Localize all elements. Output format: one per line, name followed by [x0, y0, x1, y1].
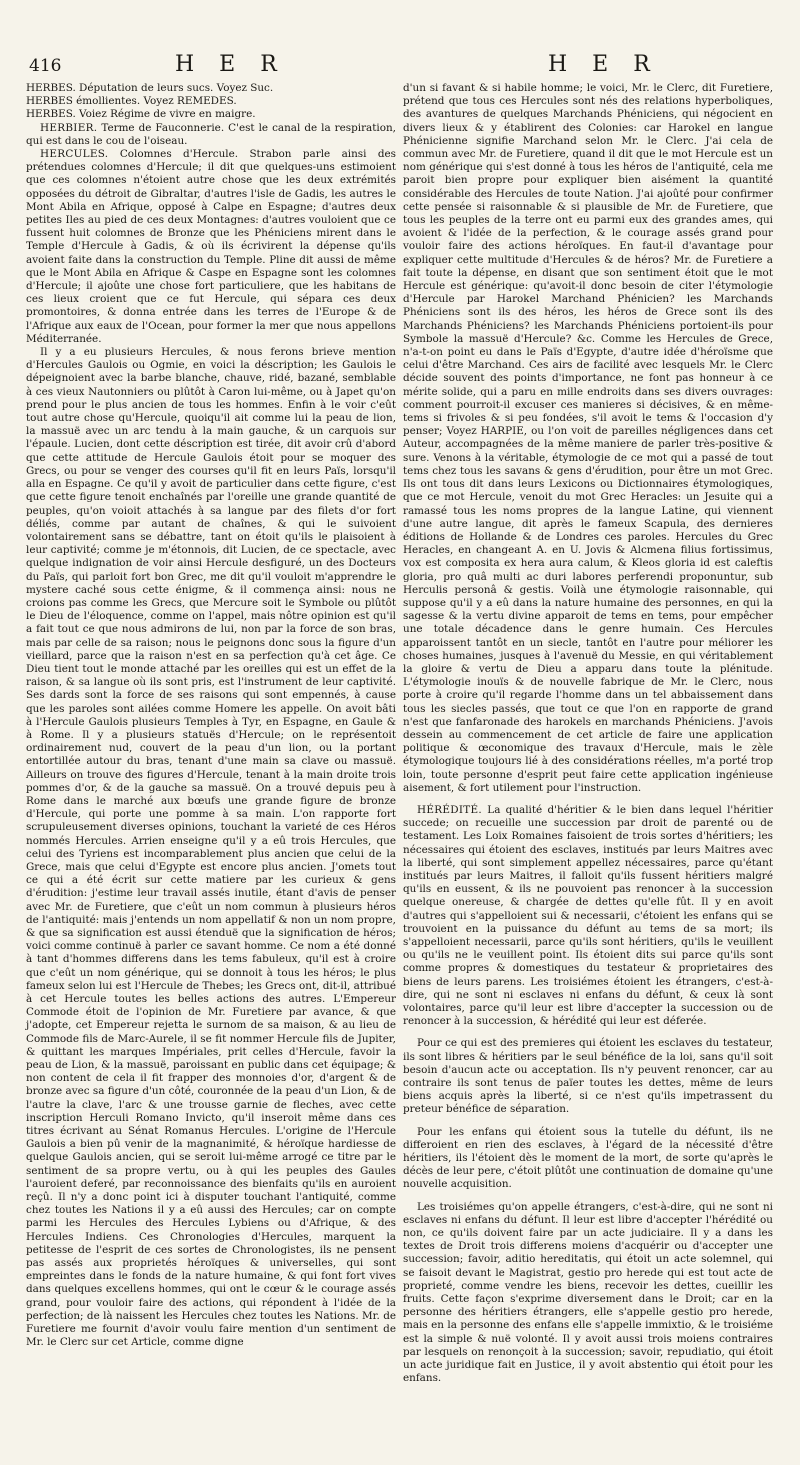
entry-heredite	[403, 804, 773, 1028]
paragraph-hercules-gaulois: Il y a eu plusieurs Hercules, & nous ferons brieve mention d'Hercules Gaulois ou Ogmie, en voici la déscription; les Gaulois le dépeignoient avec la barbe blanche, chauve, ridé, bazané, semblable à ces vieux Nautonniers ou plûtôt à Caron lui-même, ou à Japet qu'on prend pour le plus ancien de tous les hommes. Enfin à le voir c'eût tout autre chose qu'Hercule, quoiqu'il ait comme lui la peau de lion, la massuë avec un arc tendu à la main gauche, & un carquois sur l'épaule. Lucien, dont cette déscription est tirée, dit avoir crû d'abord que cette attitude de Hercule Gaulois étoit pour se moquer des Grecs, ou pour se venger des courses qu'il fit en leurs Païs, lorsqu'il alla en Espagne. Ce qu'il y avoit de particulier dans cette figure, c'est que cette figure tenoit enchaînés par l'oreille une grande quantité de peuples, qu'on voioit attachés à sa langue par des filets d'or fort déliés, comme par autant de chaînes, & qui le suivoient volontairement sans se débattre, tant on étoit qu'ils le plaisoient à leur captivité; comme je m'étonnois, dit Lucien, de ce spectacle, avec quelque indignation de voir ainsi Hercule desfiguré, un des Docteurs du Païs, qui parloit fort bon Grec, me dit qu'il vouloit m'apprendre le mystere caché sous cette énigme, & il commença ainsi: nous ne croions pas comme les Grecs, que Mercure soit le Symbole ou plûtôt le Dieu de l'éloquence, comme on l'appel, mais nôtre opinion est qu'il a fait tout ce que nous admirons de lui, non par la force de son bras, mais par celle de sa raison; nous le peignons donc sous la figure d'un vieillard, parce que la raison n'est en sa perfection qu'à cet âge. Ce Dieu tient tout le monde attaché par les oreilles qui est un effet de la raison, & sa langue où ils sont pris, est l'instrument de leur captivité. Ses dards sont la force de ses raisons qui sont empennés, à cause que les paroles sont ailées comme Homere les appelle. On avoit bâti à l'Hercule Gaulois plusieurs Temples à Tyr, en Espagne, en Gaule & à Rome. Il y a plusieurs statuës d'Hercule; on le représentoit ordinairement nud, couvert de la peau d'un lion, ou la portant entortillée autour du bras, tenant d'une main sa clave ou massuë. Ailleurs on trouve des figures d'Hercule, tenant à la main droite trois pommes d'or, & de la gauche sa massuë. On a trouvé depuis peu à Rome dans le marché aux bœufs une grande figure de bronze d'Hercule, qui porte une pomme à sa main. L'on rapporte fort scrupuleusement diverses opinions, touchant la varieté de ces Héros nommés Hercules. Arrien enseigne qu'il y a eû trois Hercules, que celui des Tyriens est incomparablement plus ancien que celui de la Grece, mais que celui d'Egypte est encore plus ancien. J'omets tout ce qui a été écrit sur cette matiere par les curieux & gens d'érudition: j'estime leur travail assés inutile, étant d'avis de penser avec Mr. de Furetiere, que c'eût un nom commun à plusieurs héros de l'antiquité: mais j'entends un nom appellatif & non un nom propre, & que sa signification est aussi étenduë que la signification de héros; voici comme continuë à parler ce savant homme. Ce nom a été donné à tant d'hommes differens dans les tems fabuleux, qu'il est à croire que c'eût un nom générique, qui se donnoit à tous les héros; le plus fameux selon lui est l'Hercule de Thebes; les Grecs ont, dit-il, attribué à cet Hercule toutes les belles actions des autres. L'Empereur Commode étoit de l'opinion de Mr. Furetiere par avance, & que j'adopte, cet Empereur rejetta le surnom de sa maison, & au lieu de Commode fils de Marc-Aurele, il se fit nommer Hercule fils de Jupiter, & quittant les marques Impériales, prit celles d'Hercule, favoir la peau de Lion, & la massuë, paroissant en public dans cet équipage; & non content de cela il fit frapper des monnoies d'or, d'argent & de bronze avec sa figure d'un côté, couronnée de la peau d'un Lion, & de l'autre la clave, l'arc & une trousse garnie de fleches, avec cette inscription Herculi Romano Invicto, qu'il inseroit même dans ces titres écrivant au Sénat Romanus Hercules. L'origine de l'Hercule Gaulois a bien pû venir de la magnanimité, & héroïque hardiesse de quelque Gaulois ancien, qui se seroit lui-même arrogé ce titre par le sentiment de sa propre vertu, ou à qui les peuples des Gaules l'auroient deferé, par reconnoissance des bienfaits qu'ils en auroient reçû. Il n'y a donc point ici à disputer touchant l'antiquité, comme chez toutes les Nations il y a eû aussi des Hercules; car on compte parmi les Hercules des Hercules Lybiens ou d'Afrique, & des Hercules Indiens. Ces Chronologies d'Hercules, marquent la petitesse de l'esprit de ces sortes de Chronologistes, ils ne pensent pas assés aux proprietés héroïques & universelles, qui sont empreintes dans le fonds de la nature humaine, & qui font fort vives dans quelques excellens hommes, qui ont le cœur & le courage assés grand, pour vouloir faire des actions, qui répondent à l'idée de la perfection; de là naissent les Hercules chez toutes les Nations. Mr. de Furetiere me fournit d'avoir voulu faire mention d'un sentiment de Mr. le Clerc sur cet Article, comme digne	[26, 346, 396, 1349]
entry-hercules	[26, 148, 396, 346]
entry-herbier	[26, 122, 396, 148]
entry-text-herbier: Terme de Fauconnerie. C'est le canal de la respiration, qui est dans le cou de l'oiseau.	[26, 121, 396, 147]
running-head-left: H E R	[175, 52, 286, 77]
paragraph-heredite-esclaves: Pour ce qui est des premieres qui étoient les esclaves du testateur, ils sont libres & héritiers par le seul bénéfice de la loi, sans qu'il soit besoin d'aucun acte ou acceptation. Ils n'y peuvent renoncer, car au contraire ils sont tenus de païer toutes les dettes, même de leurs biens acquis après la liberté, si ce n'est qu'ils impetrassent du preteur bénéfice de séparation.	[403, 1037, 773, 1116]
paragraph-heredite-etrangers: Les troisiémes qu'on appelle étrangers, c'est-à-dire, qui ne sont ni esclaves ni enfans du défunt. Il leur est libre d'accepter l'hérédité ou non, ce qu'ils doivent faire par un acte judiciaire. Il y a dans les textes de Droit trois differens moiens d'acquérir ou d'accepter une succession; favoir, aditio hereditatis, qui étoit un acte solemnel, qui se faisoit devant le Magistrat, gestio pro herede qui est tout acte de proprieté, comme vendre les biens, recevoir les dettes, cueillir les fruits. Cette façon s'exprime diversement dans le Droit; car en la personne des héritiers étrangers, elle s'appelle gestio pro herede, mais en la personne des enfans elle s'appelle immixtio, & le troisiéme est la simple & nuë volonté. Il y avoit aussi trois moiens contraires par lesquels on renonçoit à la succession; savoir, repudiatio, qui étoit un acte juridique fait en Justice, il y avoit abstentio qui étoit pour les enfans.	[403, 1200, 773, 1385]
page-header	[0, 52, 800, 78]
cross-reference-herbes-emollientes: HERBES émollientes. Voyez REMEDES.	[26, 95, 237, 108]
entry-heading-hercules: HERCULES.	[40, 148, 109, 161]
left-column	[26, 82, 396, 1350]
running-head-right: H E R	[548, 52, 659, 77]
cross-reference-herbes-regime: HERBES. Voiez Régime de vivre en maigre.	[26, 108, 256, 121]
entry-heading-heredite: HÉRÉDITÉ.	[417, 803, 483, 816]
cross-reference-herbes-sucs: HERBES. Députation de leurs sucs. Voyez Suc.	[26, 82, 274, 94]
entry-text-heredite: La qualité d'héritier & le bien dans lequel l'héritier succede; on recueille une succession par droit de parenté ou de testament. Les Loix Romaines faisoient de trois sortes d'héritiers; les nécessaires qui étoient des esclaves, institués par leurs Maitres avec la liberté, qui sont simplement appellez nécessaires, parce qu'étant institués par leurs Maitres, il falloit qu'ils fussent héritiers malgré qu'ils en eussent, & ils ne pouvoient pas renoncer à la succession quelque onereuse, & chargée de dettes qu'elle fût. Il y en avoit d'autres qui s'appelloient sui & necessarii, c'étoient les enfans qui se trouvoient en la puissance du défunt au tems de sa mort; ils s'appelloient necessarii, parce qu'ils sont héritiers, qu'ils le veuillent ou qu'ils ne le veuillent point. Ils étoient dits sui parce qu'ils sont comme propres & domestiques du testateur & proprietaires des biens de leurs parens. Les troisiémes étoient les étrangers, c'est-à-dire, qui ne sont ni esclaves ni enfans du défunt, & ceux là sont volontaires, parce qu'il leur est libre d'accepter la succession ou de renoncer à la succession, & hérédité qui leur est déferée.	[403, 803, 773, 1028]
entry-heading-herbier: HERBIER.	[40, 121, 98, 134]
page-number: 416	[29, 56, 62, 76]
entry-text-hercules-colomnes: Colomnes d'Hercule. Strabon parle ainsi des prétendues colomnes d'Hercule; il dit que quelques-uns estimoient que ces colomnes n'étoient autre chose que les deux extrémités opposées du détroit de Gibraltar, d'autres l'isle de Gadis, les autres le Mont Abila en Afrique, opposé à Calpe en Espagne; d'autres deux petites Iles au pied de ces deux Montagnes: d'autres vouloient que ce fussent huit colomnes de Bronze que les Phéniciens mirent dans le Temple d'Hercule à Gadis, & où ils écrivirent la dépense qu'ils avoient faite dans la construction du Temple. Pline dit aussi de même que le Mont Abila en Afrique & Caspe en Espagne sont les colomnes d'Hercule; il ajoûte une chose fort particuliere, que les habitans de ces lieux croient que ce fut Hercule, qui sépara ces deux promontoires, & donna entrée dans les terres de l'Europe & de l'Afrique aux eaux de l'Ocean, pour former la mer que nous appellons Méditerranée.	[26, 148, 397, 345]
paragraph-hercules-continued: d'un si favant & si habile homme; le voici, Mr. le Clerc, dit Furetiere, prétend que tous ces Hercules sont nés des relations hyperboliques, des avantures de quelques Marchands Phéniciens, qui négocient en divers lieux & y établirent des Colonies: car Harokel en langue Phénicienne signifie Marchand selon Mr. le Clerc. J'ai cela de commun avec Mr. de Furetiere, quand il dit que le mot Hercule est un nom générique qui s'est donné à tous les héros de l'antiquité, cela me paroit bien propre pour expliquer bien aisément la quantité considérable des Hercules de toute Nation. J'ai ajoûté pour confirmer cette pensée si raisonnable & si plausible de Mr. de Furetiere, que tous les peuples de la terre ont eu parmi eux des grandes ames, qui avoient & l'idée de la perfection, & le courage assés grand pour vouloir faire des actions héroïques. En faut-il d'avantage pour expliquer cette multitude d'Hercules & de héros? Mr. de Furetiere a fait toute la dépense, en disant que son sentiment étoit que le mot Hercule est générique: qu'avoit-il donc besoin de citer l'étymologie d'Hercule par Harokel Marchand Phénicien? les Marchands Phéniciens sont ils des héros, les héros de Grece sont ils des Marchands Phéniciens? les Marchands Phéniciens portoient-ils pour Symbole la massuë d'Hercule? &c. Comme les Hercules de Grece, n'a-t-on point eu dans le Païs d'Egypte, d'autre idée d'héroïsme que celui d'être Marchand. Ces airs de facilité avec lesquels Mr. le Clerc décide souvent des points d'importance, ne font pas honneur à ce mérite solide, qui a paru en mille endroits dans ses divers ouvrages: comment pourroit-il excuser ces manieres si décisives, & en même-tems si frivoles & si peu fondées, s'il avoit le tems & l'occasion d'y penser; Voyez HARPIE, ou l'on voit de pareilles négligences dans cet Auteur, accompagnées de la même maniere de parler très-positive & sure. Venons à la véritable, étymologie de ce mot qui a passé de tout tems chez tous les savans & gens d'érudition, pour être un mot Grec. Ils ont tous dit dans leurs Lexicons ou Dictionnaires étymologiques, que ce mot Hercule, venoit du mot Grec Heracles: un Jesuite qui a ramassé tous les noms propres de la langue Latine, qui viennent d'une autre langue, dit après le fameux Scapula, des dernieres éditions de Hollande & de Londres ces paroles. Hercules du Grec Heracles, en changeant A. en U. Jovis & Alcmena filius fortissimus, vox est composita ex hera aura calum, & Kleos gloria id est caleftis gloria, pro quâ multi ac duri labores perferendi proponuntur, sub Herculis personâ & gestis. Voilà une étymologie raisonnable, qui suppose qu'il y a eû dans la nature humaine des personnes, en qui la sagesse & la vertu divine apparoit de tems en tems, pour empêcher une totale décadence dans le genre humain. Ces Hercules apparoissent tantôt en un siecle, tantôt en l'autre pour méliorer les choses humaines, jusques à l'avenuë du Messie, en qui véritablement la gloire & vertu de Dieu a apparu dans toute la plénitude. L'étymologie inouïs & de nouvelle fabrique de Mr. le Clerc, nous porte à croire qu'il regarde l'homme dans un tel abbaissement dans tous les siecles passés, que tout ce que l'on en rapporte de grand n'est que fanfaronade des harokels en marchands Phéniciens. J'avois dessein au commencement de cet article de faire une application politique & œconomique des travaux d'Hercule, mais le zèle étymologique toujours lié à des considérations réelles, m'a porté trop loin, toute personne d'esprit peut faire cette application ingénieuse aisement, & fort utilement pour l'instruction.	[403, 82, 773, 794]
right-column	[403, 82, 773, 1386]
paragraph-heredite-enfans: Pour les enfans qui étoient sous la tutelle du défunt, ils ne differoient en rien des esclaves, à l'égard de la nécessité d'être héritiers, ils l'étoient dès le moment de la mort, de sorte qu'après le décès de leur pere, c'étoit plûtôt une continuation de domaine qu'une nouvelle acquisition.	[403, 1125, 773, 1191]
